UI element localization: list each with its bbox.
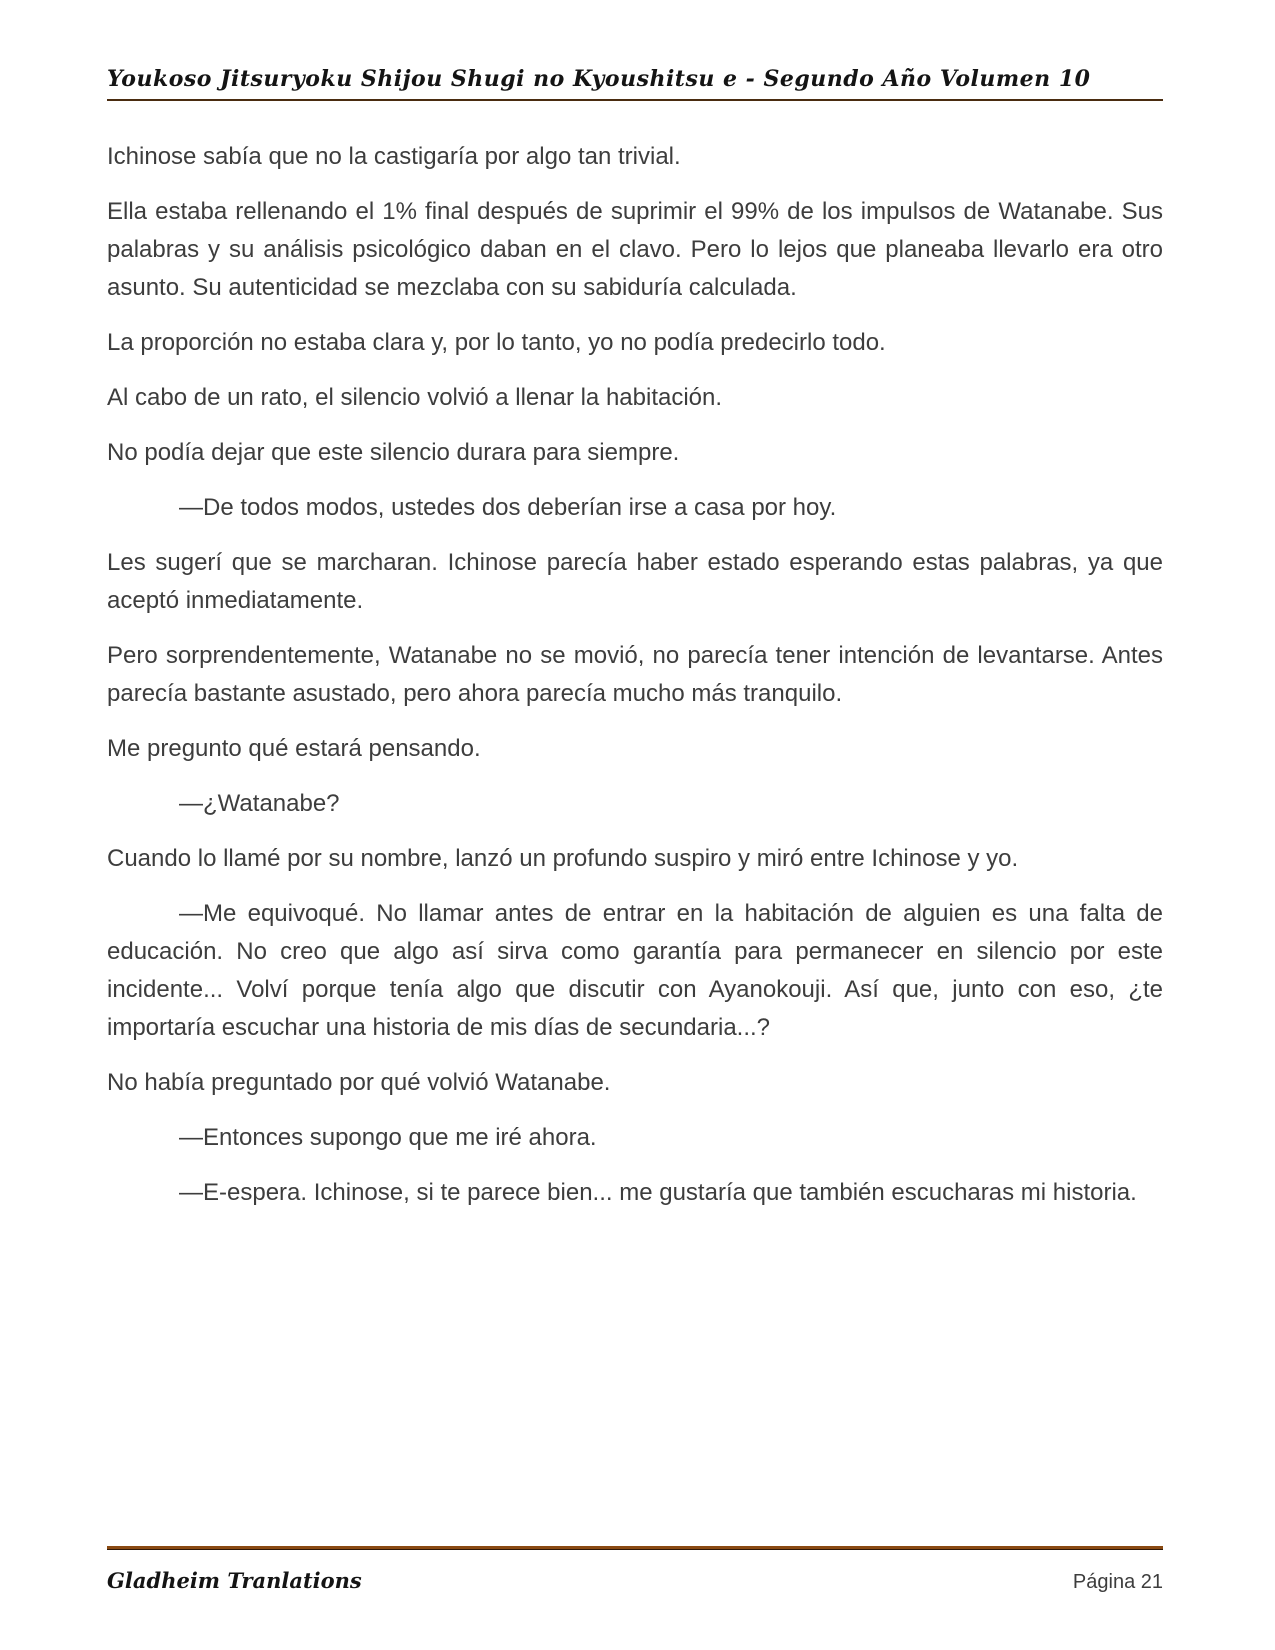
paragraph: No había preguntado por qué volvió Watanabe. (107, 1069, 611, 1096)
page-body (107, 138, 1163, 1229)
paragraph: Ella estaba rellenando el 1% final después de suprimir el 99% de los impulsos de Watanabe. Sus palabras y su análisis psicológico daban en el clavo. Pero lo lejos que planeaba llevarlo era otro asunto. Su autenticidad se mezclaba con su sabiduría calculada. (107, 198, 1163, 301)
paragraph: Me pregunto qué estará pensando. (107, 735, 481, 762)
page-header-title: Youkoso Jitsuryoku Shijou Shugi no Kyoushitsu e - Segundo Año Volumen 10 (107, 66, 1163, 101)
dialogue-paragraph: —De todos modos, ustedes dos deberían irse a casa por hoy. (179, 494, 837, 521)
page-header (107, 66, 1163, 101)
paragraph: Cuando lo llamé por su nombre, lanzó un profundo suspiro y miró entre Ichinose y yo. (107, 845, 1019, 872)
paragraph: No podía dejar que este silencio durara para siempre. (107, 439, 680, 466)
paragraph: Al cabo de un rato, el silencio volvió a llenar la habitación. (107, 384, 723, 411)
footer-page-number: Página 21 (1072, 1571, 1163, 1593)
dialogue-paragraph: —E-espera. Ichinose, si te parece bien... me gustaría que también escucharas mi historia. (179, 1179, 1137, 1206)
footer-translator-name: Gladheim Tranlations (107, 1568, 362, 1593)
paragraph: La proporción no estaba clara y, por lo tanto, yo no podía predecirlo todo. (107, 329, 886, 356)
footer-divider (107, 1546, 1163, 1550)
page-footer (107, 1568, 1163, 1594)
paragraph: Les sugerí que se marcharan. Ichinose parecía haber estado esperando estas palabras, ya que aceptó inmediatamente. (107, 549, 1163, 614)
dialogue-paragraph: —Entonces supongo que me iré ahora. (179, 1124, 597, 1151)
paragraph: Ichinose sabía que no la castigaría por algo tan trivial. (107, 143, 681, 170)
dialogue-paragraph: —¿Watanabe? (179, 790, 340, 817)
paragraph: Pero sorprendentemente, Watanabe no se movió, no parecía tener intención de levantarse. Antes parecía bastante asustado, pero ahora parecía mucho más tranquilo. (107, 642, 1163, 707)
dialogue-paragraph: —Me equivoqué. No llamar antes de entrar en la habitación de alguien es una falta de educación. No creo que algo así sirva como garantía para permanecer en silencio por este incidente... Volví porque tenía algo que discutir con Ayanokouji. Así que, junto con eso, ¿te importaría escuchar una historia de mis días de secundaria...? (107, 900, 1163, 1041)
